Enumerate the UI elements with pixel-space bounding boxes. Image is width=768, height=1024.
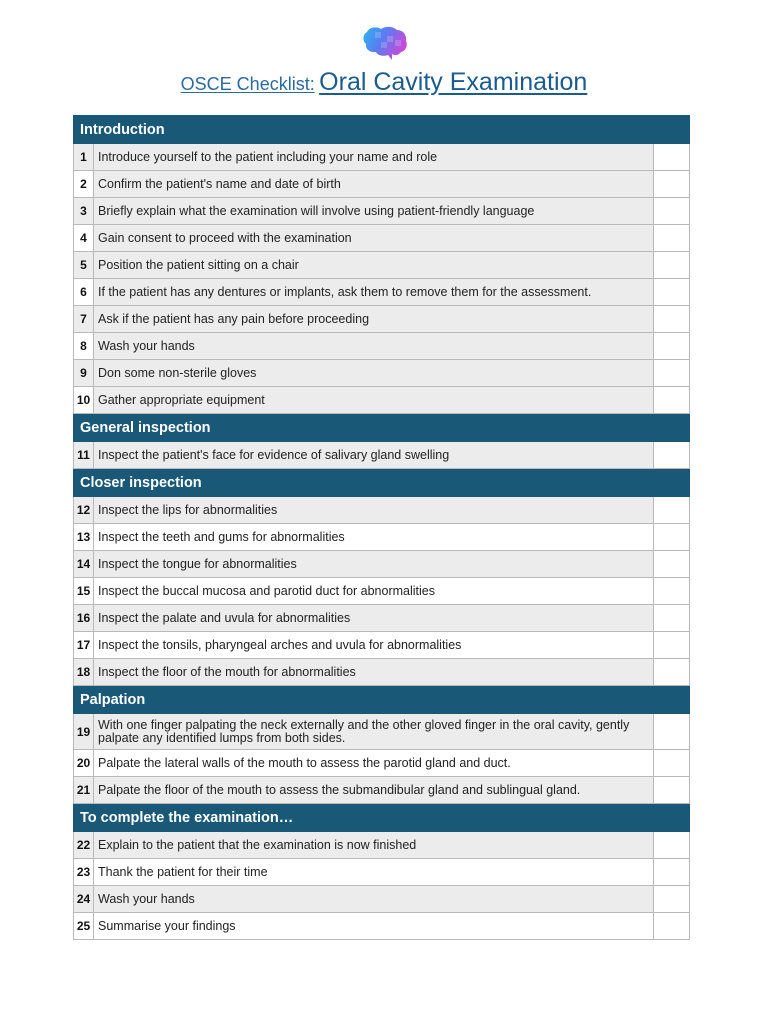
item-checkbox[interactable] (653, 632, 689, 659)
item-checkbox[interactable] (653, 387, 689, 414)
checklist-item (74, 578, 690, 605)
checklist-item (74, 524, 690, 551)
item-text: Thank the patient for their time (94, 859, 654, 886)
section-header (74, 116, 690, 144)
item-text: Summarise your findings (94, 913, 654, 940)
checklist-item (74, 306, 690, 333)
item-checkbox[interactable] (653, 886, 689, 913)
checklist-item (74, 886, 690, 913)
section-header (74, 469, 690, 497)
item-number: 9 (74, 360, 94, 387)
item-text: Inspect the tonsils, pharyngeal arches and uvula for abnormalities (94, 632, 654, 659)
item-text: Wash your hands (94, 886, 654, 913)
item-text: Inspect the buccal mucosa and parotid duct for abnormalities (94, 578, 654, 605)
checklist-item (74, 714, 690, 750)
item-text: Inspect the tongue for abnormalities (94, 551, 654, 578)
page-title (0, 68, 768, 97)
item-text: Inspect the teeth and gums for abnormalities (94, 524, 654, 551)
item-text: Inspect the patient's face for evidence of salivary gland swelling (94, 442, 654, 469)
item-text: Gather appropriate equipment (94, 387, 654, 414)
item-checkbox[interactable] (653, 578, 689, 605)
item-number: 4 (74, 225, 94, 252)
checklist-item (74, 551, 690, 578)
item-text: Inspect the lips for abnormalities (94, 497, 654, 524)
checklist-item (74, 333, 690, 360)
item-text: With one finger palpating the neck externally and the other gloved finger in the oral cavity, gently palpate any identified lumps from both sides. (94, 714, 654, 750)
item-number: 15 (74, 578, 94, 605)
item-number: 10 (74, 387, 94, 414)
item-text: Ask if the patient has any pain before proceeding (94, 306, 654, 333)
item-number: 12 (74, 497, 94, 524)
item-checkbox[interactable] (653, 252, 689, 279)
item-text: Position the patient sitting on a chair (94, 252, 654, 279)
item-checkbox[interactable] (653, 551, 689, 578)
item-number: 7 (74, 306, 94, 333)
item-number: 1 (74, 144, 94, 171)
item-number: 19 (74, 714, 94, 750)
item-number: 13 (74, 524, 94, 551)
title-prefix: OSCE Checklist: (180, 74, 315, 94)
checklist-item (74, 252, 690, 279)
item-number: 18 (74, 659, 94, 686)
item-checkbox[interactable] (653, 360, 689, 387)
checklist-item (74, 198, 690, 225)
item-number: 6 (74, 279, 94, 306)
item-checkbox[interactable] (653, 714, 689, 750)
item-number: 16 (74, 605, 94, 632)
item-number: 3 (74, 198, 94, 225)
item-checkbox[interactable] (653, 442, 689, 469)
item-checkbox[interactable] (653, 279, 689, 306)
checklist-item (74, 777, 690, 804)
section-header (74, 804, 690, 832)
item-number: 11 (74, 442, 94, 469)
item-text: Inspect the floor of the mouth for abnormalities (94, 659, 654, 686)
item-checkbox[interactable] (653, 198, 689, 225)
section-title: Palpation (74, 686, 690, 714)
item-checkbox[interactable] (653, 859, 689, 886)
title-main: Oral Cavity Examination (319, 68, 588, 96)
item-text: Gain consent to proceed with the examination (94, 225, 654, 252)
checklist-item (74, 225, 690, 252)
item-number: 25 (74, 913, 94, 940)
item-checkbox[interactable] (653, 171, 689, 198)
section-title: To complete the examination… (74, 804, 690, 832)
item-text: Wash your hands (94, 333, 654, 360)
item-checkbox[interactable] (653, 605, 689, 632)
checklist-item (74, 605, 690, 632)
item-checkbox[interactable] (653, 750, 689, 777)
item-number: 24 (74, 886, 94, 913)
item-checkbox[interactable] (653, 333, 689, 360)
item-number: 8 (74, 333, 94, 360)
item-checkbox[interactable] (653, 497, 689, 524)
checklist-item (74, 144, 690, 171)
item-number: 22 (74, 832, 94, 859)
item-number: 21 (74, 777, 94, 804)
item-text: Inspect the palate and uvula for abnormalities (94, 605, 654, 632)
checklist-item (74, 279, 690, 306)
item-number: 14 (74, 551, 94, 578)
item-checkbox[interactable] (653, 225, 689, 252)
checklist-item (74, 832, 690, 859)
item-text: Explain to the patient that the examination is now finished (94, 832, 654, 859)
checklist-item (74, 171, 690, 198)
section-title: General inspection (74, 414, 690, 442)
section-header (74, 686, 690, 714)
item-checkbox[interactable] (653, 777, 689, 804)
item-checkbox[interactable] (653, 524, 689, 551)
item-text: Palpate the lateral walls of the mouth to assess the parotid gland and duct. (94, 750, 654, 777)
checklist-item (74, 750, 690, 777)
item-checkbox[interactable] (653, 832, 689, 859)
item-number: 5 (74, 252, 94, 279)
item-text: Palpate the floor of the mouth to assess the submandibular gland and sublingual gland. (94, 777, 654, 804)
item-checkbox[interactable] (653, 144, 689, 171)
item-text: Don some non-sterile gloves (94, 360, 654, 387)
section-title: Closer inspection (74, 469, 690, 497)
checklist-item (74, 913, 690, 940)
checklist-item (74, 360, 690, 387)
item-number: 23 (74, 859, 94, 886)
item-text: Briefly explain what the examination will involve using patient-friendly language (94, 198, 654, 225)
section-title: Introduction (74, 116, 690, 144)
item-checkbox[interactable] (653, 659, 689, 686)
item-number: 17 (74, 632, 94, 659)
section-header (74, 414, 690, 442)
item-text: Introduce yourself to the patient including your name and role (94, 144, 654, 171)
checklist-item (74, 387, 690, 414)
item-checkbox[interactable] (653, 913, 689, 940)
item-text: If the patient has any dentures or implants, ask them to remove them for the assessment. (94, 279, 654, 306)
checklist-table (73, 115, 690, 940)
item-checkbox[interactable] (653, 306, 689, 333)
brain-logo-icon (361, 26, 409, 64)
checklist-item (74, 859, 690, 886)
checklist-item (74, 632, 690, 659)
checklist-item (74, 442, 690, 469)
item-text: Confirm the patient's name and date of birth (94, 171, 654, 198)
item-number: 2 (74, 171, 94, 198)
checklist-item (74, 497, 690, 524)
checklist-item (74, 659, 690, 686)
item-number: 20 (74, 750, 94, 777)
